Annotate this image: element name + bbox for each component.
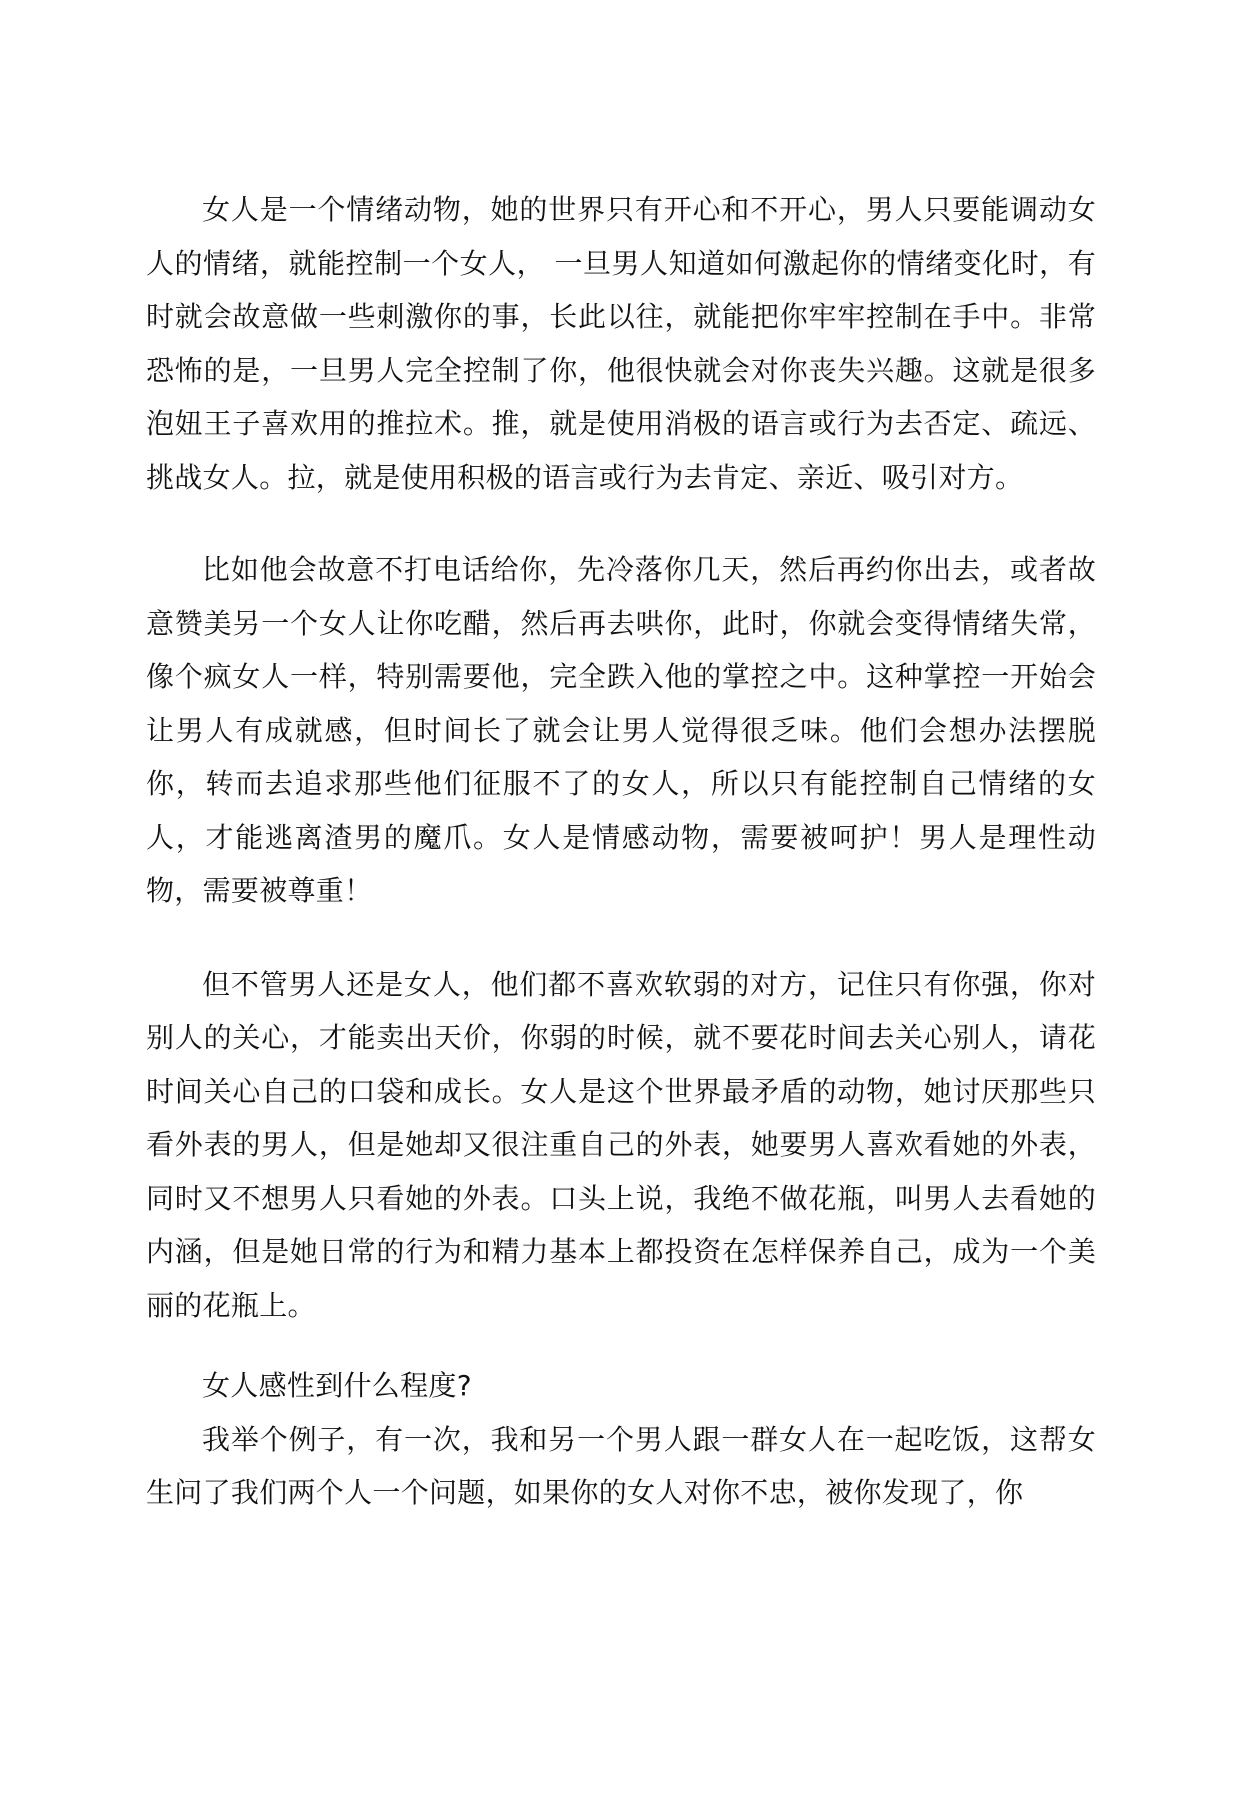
document-body [146, 183, 1096, 1520]
paragraph-3: 但不管男人还是女人，他们都不喜欢软弱的对方，记住只有你强，你对别人的关心，才能卖出天价，你弱的时候，就不要花时间去关心别人，请花时间关心自己的口袋和成长。女人是这个世界最矛盾的动物，她讨厌那些只看外表的男人，但是她却又很注重自己的外表，她要男人喜欢看她的外表，同时又不想男人只看她的外表。口头上说，我绝不做花瓶，叫男人去看她的内涵，但是她日常的行为和精力基本上都投资在怎样保养自己，成为一个美丽的花瓶上。 [146, 967, 1096, 1322]
paragraph-1: 女人是一个情绪动物，她的世界只有开心和不开心，男人只要能调动女人的情绪，就能控制一个女人， 一旦男人知道如何激起你的情绪变化时，有时就会故意做一些刺激你的事，长此以往，就能把你牢牢控制在手中。非常恐怖的是，一旦男人完全控制了你，他很快就会对你丧失兴趣。这就是很多泡妞王子喜欢用的推拉术。推，就是使用消极的语言或行为去否定、疏远、挑战女人。拉，就是使用积极的语言或行为去肯定、亲近、吸引对方。 [146, 193, 1096, 494]
paragraph-5: 我举个例子，有一次，我和另一个男人跟一群女人在一起吃饭，这帮女生问了我们两个人一个问题，如果你的女人对你不忠，被你发现了，你 [146, 1422, 1096, 1509]
paragraph-4-question: 女人感性到什么程度? [202, 1369, 472, 1402]
paragraph-2: 比如他会故意不打电话给你，先冷落你几天，然后再约你出去，或者故意赞美另一个女人让你吃醋，然后再去哄你，此时，你就会变得情绪失常，像个疯女人一样，特别需要他，完全跌入他的掌控之中。这种掌控一开始会让男人有成就感，但时间长了就会让男人觉得很乏味。他们会想办法摆脱你，转而去追求那些他们征服不了的女人，所以只有能控制自己情绪的女人，才能逃离渣男的魔爪。女人是情感动物，需要被呵护！男人是理性动物，需要被尊重！ [146, 553, 1096, 907]
